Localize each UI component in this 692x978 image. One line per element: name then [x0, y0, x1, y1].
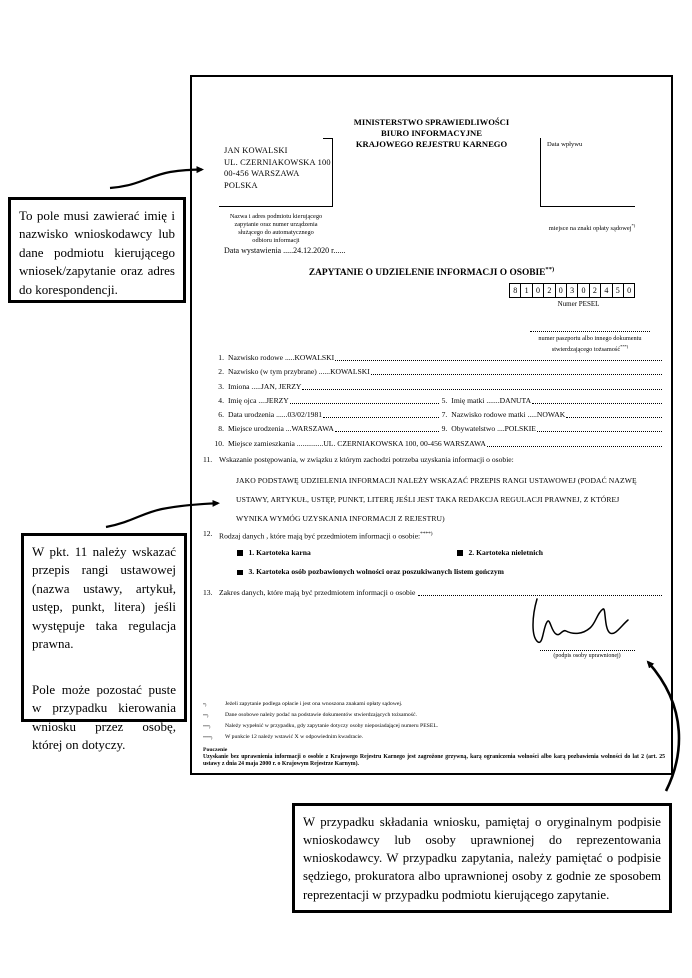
- callout-point11-note: [21, 533, 187, 753]
- address-box-caption: Nazwa i adres podmiotu kierującego zapytanie oraz numer urządzenia służącego do automatycznego odbioru informacji: [229, 213, 323, 244]
- date-received-box: [540, 138, 635, 207]
- field-imiona: 3. Imiona .....JAN, JERZY: [203, 383, 663, 392]
- date-issued-value: .....24.12.2020 r......: [283, 246, 346, 255]
- pouczenie-label: Pouczenie: [203, 746, 228, 753]
- footnotes: [203, 701, 665, 768]
- field-data-urodzenia-nazwisko-matki: 6. Data urodzenia ......03/02/1981 7. Nazwisko rodowe matki .....NOWAK: [203, 411, 663, 420]
- ministry-header-line3: KRAJOWEGO REJESTRU KARNEGO: [355, 139, 508, 149]
- field-imie-ojca-matki: 4. Imię ojca ....JERZY 5. Imię matki .......DANUTA: [203, 397, 663, 406]
- document-title: ZAPYTANIE O UDZIELENIE INFORMACJI O OSOBIE**): [308, 266, 555, 279]
- field-miejsce-zamieszkania: 10. Miejsce zamieszkania ..............UL. CZERNIAKOWSKA 100, 00-456 WARSZAWA: [203, 440, 663, 449]
- applicant-country: POLSKA: [224, 180, 258, 190]
- footnote-2: **) Dane osobowe należy podać na podstawie dokumentów stwierdzających tożsamość.: [203, 711, 417, 718]
- pesel-digit: 1: [520, 283, 532, 298]
- fee-stamp-caption: miejsce na znaki opłaty sądowej*): [548, 223, 636, 233]
- form-page: [190, 75, 673, 775]
- field-miejsce-urodzenia-obywatelstwo: 8. Miejsce urodzenia ...WARSZAWA 9. Obywatelstwo ....POLSKIE: [203, 425, 663, 434]
- field-nazwisko-rodowe: 1. Nazwisko rodowe .....KOWALSKI: [203, 354, 663, 363]
- pesel-digit: 2: [589, 283, 601, 298]
- pouczenie: [203, 747, 665, 768]
- callout-address-note: [8, 197, 186, 303]
- pesel-digit: 0: [623, 283, 635, 298]
- field-wskazanie-postepowania: 11. Wskazanie postępowania, w związku z którym zachodzi potrzeba uzyskania informacji o osobie:: [203, 455, 514, 465]
- field-nazwisko-przybrane: 2. Nazwisko (w tym przybrane) ......KOWALSKI: [203, 368, 663, 377]
- footnote-3: ***) Należy wypełnić w przypadku, gdy zapytanie dotyczy osoby nieposiadającej numeru PESEL.: [203, 722, 439, 729]
- checkbox-kartoteka-osob-pozbawionych: 3. Kartoteka osób pozbawionych wolności oraz poszukiwanych listem gończym: [237, 568, 504, 577]
- passport-caption: numer paszportu albo innego dokumentu stwierdzającego tożsamość***): [538, 335, 642, 354]
- pesel-digit: 0: [577, 283, 589, 298]
- callout-address-note-text: To pole musi zawierać imię i nazwisko wnioskodawcy lub dane podmiotu kierującego wniosek/zapytanie oraz adres do korespondencji.: [19, 208, 175, 297]
- ministry-header-line2: BIURO INFORMACYJNE: [381, 128, 482, 138]
- pesel-label: Numer PESEL: [557, 300, 600, 308]
- date-issued-label: Data wystawienia: [224, 246, 282, 255]
- checkbox-kartoteka-nieletnich: 2. Kartoteka nieletnich: [457, 549, 543, 558]
- pesel-digit: 8: [509, 283, 521, 298]
- callout-point11-note-p2: Pole może pozostać puste w przypadku kierowania wniosku przez osobę, której on dotyczy.: [32, 681, 176, 753]
- footnote-1: *) Jeżeli zapytanie podlega opłacie i jest ona wnoszona znakami opłaty sądowej.: [203, 701, 403, 707]
- pesel-digit: 4: [600, 283, 612, 298]
- callout-signature-note-text: W przypadku składania wniosku, pamiętaj o oryginalnym podpisie wnioskodawcy lub osoby uprawnionej do reprezentowania wnioskodawcy. W przypadku zapytania, należy pamiętać o podpisie sędziego, prokuratora albo uprawnionej osoby z godnie ze sposobem reprezentacji w przypadku podmiotu kierującego zapytanie.: [303, 815, 661, 902]
- arrow-to-address-icon: [110, 170, 202, 189]
- applicant-name: JAN KOWALSKI: [224, 146, 288, 155]
- kartoteka-options-row2: [237, 568, 663, 577]
- callout-signature-note: [292, 803, 672, 913]
- checkbox-kartoteka-karna: 1. Kartoteka karna: [237, 549, 457, 558]
- passport-number-line: [530, 331, 650, 332]
- form-items: [203, 354, 663, 603]
- date-received-label: Data wpływu: [547, 141, 583, 148]
- date-issued: [224, 246, 345, 255]
- legal-basis-instruction: JAKO PODSTAWĘ UDZIELENIA INFORMACJI NALEŻY WSKAZAĆ PRZEPIS RANGI USTAWOWEJ (PODAĆ NAZWĘ USTAWY, ARTYKUŁ, USTĘP, PUNKT, LITERĘ JEŚLI JEST TAKA REDAKCJA REGULACJI PRAWNEJ, Z KTÓREJ WYNIKA WYMÓG UZYSKANIA INFORMACJI Z REJESTRU): [236, 475, 637, 523]
- signature-line: [540, 650, 635, 651]
- checkbox-filled-icon: [457, 550, 463, 556]
- applicant-street: UL. CZERNIAKOWSKA 100: [224, 157, 331, 167]
- footnote-4: ****) W punkcie 12 należy wstawić X w odpowiednim kwadracie.: [203, 733, 364, 740]
- checkbox-filled-icon: [237, 550, 243, 556]
- field-rodzaj-danych: 12. Rodzaj danych , które mają być przedmiotem informacji o osobie:****): [203, 528, 433, 541]
- pesel-grid: [510, 283, 635, 298]
- applicant-city: 00-456 WARSZAWA: [224, 169, 300, 179]
- pesel-digit: 5: [612, 283, 624, 298]
- kartoteka-options-row1: [237, 549, 663, 558]
- pouczenie-text: Uzyskanie bez uprawnienia informacji o osobie z Krajowego Rejestru Karnego jest zagrożone grzywną, karą ograniczenia wolności albo karą pozbawienia wolności do lat 2 (art. 25 ustawy z dnia 24 maja 2000 r. o Krajowym Rejestrze Karnym).: [203, 753, 665, 767]
- checkbox-filled-icon: [237, 570, 243, 576]
- applicant-address: [224, 145, 331, 191]
- ministry-header-line1: MINISTERSTWO SPRAWIEDLIWOŚCI: [353, 117, 510, 127]
- pesel-digit: 3: [566, 283, 578, 298]
- signature-caption: (podpis osoby uprawnionej): [553, 653, 621, 659]
- callout-point11-note-p1: W pkt. 11 należy wskazać przepis rangi ustawowej (nazwa ustawy, artykuł, ustęp, punkt, litera) jeśli występuje taka regulacja prawna.: [32, 544, 176, 652]
- pesel-digit: 0: [555, 283, 567, 298]
- pesel-digit: 2: [543, 283, 555, 298]
- pesel-digit: 0: [532, 283, 544, 298]
- field-zakres-danych: 13. Zakres danych, które mają być przedmiotem informacji o osobie: [203, 589, 663, 598]
